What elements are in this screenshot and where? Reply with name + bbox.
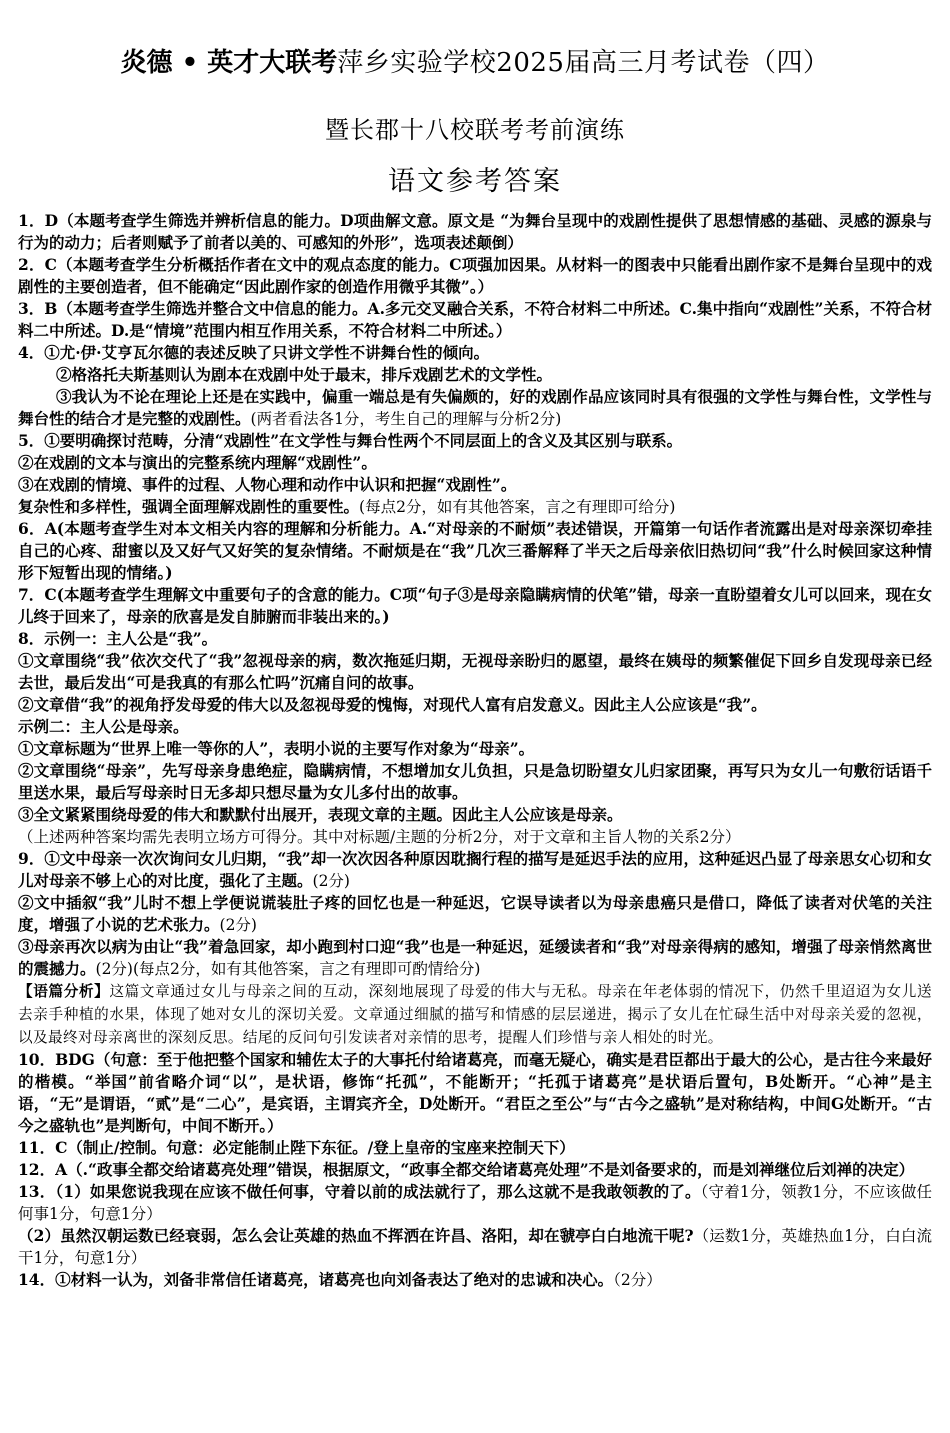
text-analysis-label: 【语篇分析】 <box>18 983 110 1000</box>
answer-5-point-4: 复杂性和多样性，强调全面理解戏剧性的重要性。(每点2分，如有其他答案，言之有理即可给分) <box>18 497 676 516</box>
answer-9-point-2: ②文中插叙“我”儿时不想上学便说谎装肚子疼的回忆也是一种延迟，它误导读者以为母亲患癌只是借口，降低了读者对伏笔的关注度，增强了小说的艺术张力。(2分) <box>18 893 932 934</box>
answer-4-point-3: ③我认为不论在理论上还是在实践中，偏重一端总是有失偏颇的，好的戏剧作品应该同时具有很强的文学性与舞台性，文学性与舞台性的结合才是完整的戏剧性。(两者看法各1分，考生自己的理解与分析2分) <box>18 387 932 428</box>
answer-8-scoring-note: （上述两种答案均需先表明立场方可得分。其中对标题/主题的分析2分，对于文章和主旨人物的关系2分） <box>18 828 741 846</box>
answer-9-point-3: ③母亲再次以病为由让“我”着急回家，却小跑到村口迎“我”也是一种延迟，延缓读者和“我”对母亲得病的感知，增强了母亲悄然离世的震撼力。(2分)(每点2分，如有其他答案，言之有理即可酌情给分) <box>18 937 932 978</box>
answer-7: 7．C(本题考查学生理解文中重要句子的含意的能力。C项“句子③是母亲隐瞒病情的伏笔”错，母亲一直盼望着女儿可以回来，现在女儿终于回来了，母亲的欣喜是发自肺腑而非装出来的。) <box>18 585 932 626</box>
answer-5-point-2: ②在戏剧的文本与演出的完整系统内理解“戏剧性”。 <box>18 453 377 472</box>
exam-title <box>18 46 932 86</box>
answer-5-scoring-note: (每点2分，如有其他答案，言之有理即可给分) <box>359 498 676 516</box>
answer-13-part-2: （2）虽然汉朝运数已经衰弱，怎么会让英雄的热血不挥洒在许昌、洛阳，却在虢亭白白地流干呢?（运数1分，英雄热血1分，白白流干1分，句意1分） <box>18 1226 932 1267</box>
answers-body <box>18 210 932 1291</box>
answer-8-point-5: ③全文紧紧围绕母爱的伟大和默默付出展开，表现文章的主题。因此主人公应该是母亲。 <box>18 805 623 824</box>
answer-6: 6．A(本题考查学生对本文相关内容的理解和分析能力。A.“对母亲的不耐烦”表述错误，开篇第一句话作者流露出是对母亲深切牵挂自己的心疼、甜蜜以及又好气又好笑的复杂情绪。不耐烦是在“我”几次三番解释了半天之后母亲依旧热切问“我”什么时候回家这种情形下短暂出现的情绪。) <box>18 519 932 582</box>
answer-11: 11．C（制止/控制。句意：必定能制止陛下东征。/登上皇帝的宝座来控制天下） <box>18 1138 575 1157</box>
answer-8-point-4: ②文章围绕“母亲”，先写母亲身患绝症，隐瞒病情，不想增加女儿负担，只是急切盼望女儿归家团聚，再写只为女儿一句敷衍话语千里送水果，最后写母亲时日无多却只想尽量为女儿多付出的故事。 <box>18 761 932 802</box>
answer-8-point-3: ①文章标题为“世界上唯一等你的人”，表明小说的主要写作对象为“母亲”。 <box>18 739 535 758</box>
answer-4-scoring-note: (两者看法各1分，考生自己的理解与分析2分) <box>250 410 562 428</box>
answer-10: 10．BDG（句意：至于他把整个国家和辅佐太子的大事托付给诸葛亮，而毫无疑心，确实是君臣都出于最大的公心，是古往今来最好的楷模。“举国”前省略介词“以”，是状语，修饰“托孤”，不能断开；“托孤于诸葛亮”是状语后置句，B处断开。“心神”是主语，“无”是谓语，“贰”是“二心”，是宾语，主谓宾齐全，D处断开。“君臣之至公”与“古今之盛轨”是对称结构，中间G处断开。“古今之盛轨也”是判断句，中间不断开。） <box>18 1050 932 1135</box>
answer-8-point-1: ①文章围绕“我”依次交代了“我”忽视母亲的病，数次拖延归期，无视母亲盼归的愿望，最终在姨母的频繁催促下回乡自发现母亲已经去世，最后发出“可是我真的有那么忙吗”沉痛自问的故事。 <box>18 651 932 692</box>
answer-8-example-1: 8．示例一：主人公是“我”。 <box>18 629 218 648</box>
exam-brand: 炎德 • 英才大联考 <box>120 48 338 78</box>
answer-14: 14．①材料一认为，刘备非常信任诸葛亮，诸葛亮也向刘备表达了绝对的忠诚和决心。（2分） <box>18 1270 662 1289</box>
answer-1: 1．D（本题考查学生筛选并辨析信息的能力。D项曲解文意。原文是 “为舞台呈现中的戏剧性提供了思想情感的基础、灵感的源泉与行为的动力；后者则赋予了前者以美的、可感知的外形”，选项表述颠倒） <box>18 211 932 252</box>
text-analysis: 【语篇分析】这篇文章通过女儿与母亲之间的互动，深刻地展现了母爱的伟大与无私。母亲在年老体弱的情况下，仍然千里迢迢为女儿送去亲手种植的水果，体现了她对女儿的深切关爱。文章通过细腻的描写和情感的层层递进，揭示了女儿在忙碌生活中对母亲关爱的忽视，以及最终对母亲离世的深刻反思。结尾的反问句引发读者对亲情的思考，提醒人们珍惜与亲人相处的时光。 <box>18 983 933 1046</box>
answer-3: 3．B（本题考查学生筛选并整合文中信息的能力。A.多元交叉融合关系，不符合材料二中所述。C.集中指向“戏剧性”关系，不符合材料二中所述。D.是“情境”范围内相互作用关系，不符合材料二中所述。） <box>18 299 932 340</box>
answer-2: 2．C（本题考查学生分析概括作者在文中的观点态度的能力。C项强加因果。从材料一的图表中只能看出剧作家不是舞台呈现中的戏剧性的主要创造者，但不能确定“因此剧作家的创造作用微乎其微”。） <box>18 255 932 296</box>
exam-subtitle: 暨长郡十八校联考考前演练 <box>325 116 625 144</box>
answer-5-point-1: 5．①要明确探讨范畴，分清“戏剧性”在文学性与舞台性两个不同层面上的含义及其区别与联系。 <box>18 431 683 450</box>
answer-8-example-2: 示例二：主人公是母亲。 <box>18 717 189 736</box>
document-title: 语文参考答案 <box>388 166 562 197</box>
answer-9-point-1: 9．①文中母亲一次次询问女儿归期，“我”却一次次因各种原因耽搁行程的描写是延迟手法的应用，这种延迟凸显了母亲思女心切和女儿对母亲不够上心的对比度，强化了主题。(2分) <box>18 849 932 890</box>
answer-5-point-3: ③在戏剧的情境、事件的过程、人物心理和动作中认识和把握“戏剧性”。 <box>18 475 517 494</box>
answer-8-point-2: ②文章借“我”的视角抒发母爱的伟大以及忽视母爱的愧悔，对现代人富有启发意义。因此主人公应该是“我”。 <box>18 695 767 714</box>
answer-13-part-1: 13．（1）如果您说我现在应该不做任何事，守着以前的成法就行了，那么这就不是我敢领教的了。（守着1分，领教1分，不应该做任何事1分，句意1分） <box>18 1182 932 1223</box>
answer-12: 12．A（.“政事全都交给诸葛亮处理”错误，根据原文，“政事全都交给诸葛亮处理”不是刘备要求的，而是刘禅继位后刘禅的决定） <box>18 1160 915 1179</box>
answer-4-point-1: 4．①尤·伊·艾亨瓦尔德的表述反映了只讲文学性不讲舞台性的倾向。 <box>18 343 490 362</box>
answer-4-point-2: ②格洛托夫斯基则认为剧本在戏剧中处于最末，排斥戏剧艺术的文学性。 <box>56 365 553 384</box>
exam-title-rest: 萍乡实验学校2025届高三月考试卷（四） <box>337 48 830 78</box>
